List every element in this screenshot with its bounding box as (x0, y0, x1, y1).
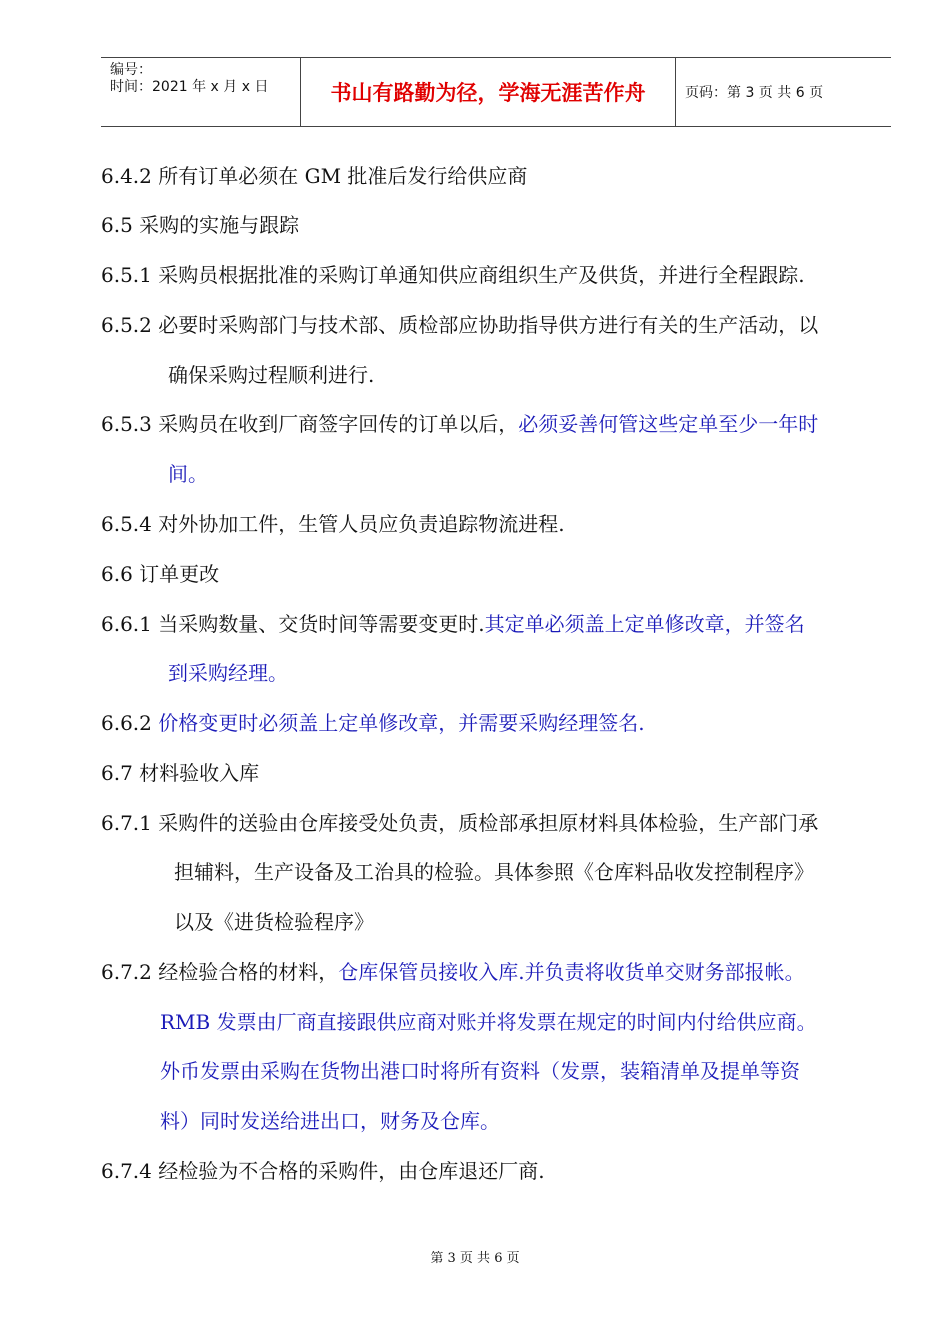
clause-6-5-2-cont: 确保采购过程顺利进行. (168, 363, 375, 387)
clause-6-7-2-highlight: 仓库保管员接收入库.并负责将收货单交财务部报帐。 (338, 960, 805, 984)
foreign-invoice-note: 外币发票由采购在货物出港口时将所有资料（发票，装箱清单及提单等资 (160, 1059, 800, 1083)
page-footer: 第 3 页 共 6 页 (430, 1251, 520, 1266)
section-6-7-heading: 6.7 材料验收入库 (101, 761, 260, 785)
clause-6-5-3-text: 6.5.3 采购员在收到厂商签字回传的订单以后， (101, 412, 519, 436)
clause-6-5-3-highlight: 必须妥善何管这些定单至少一年时 (518, 412, 819, 436)
number-label: 编号： (110, 62, 152, 78)
document-header (101, 57, 891, 127)
clause-6-7-1-cont2: 以及《进货检验程序》 (174, 910, 374, 934)
section-6-6-heading: 6.6 订单更改 (101, 562, 220, 586)
clause-6-7-2 (101, 960, 805, 984)
clause-6-7-4: 6.7.4 经检验为不合格的采购件，由仓库退还厂商. (101, 1159, 545, 1183)
clause-6-5-4: 6.5.4 对外协加工件，生管人员应负责追踪物流进程. (101, 512, 565, 536)
clause-6-6-1-text: 6.6.1 当采购数量、交货时间等需要变更时. (101, 612, 485, 636)
clause-6-5-3 (101, 412, 818, 436)
clause-6-7-1-cont: 担辅料，生产设备及工治具的检验。具体参照《仓库料品收发控制程序》 (174, 860, 814, 884)
foreign-invoice-note-cont: 料）同时发送给进出口，财务及仓库。 (160, 1109, 500, 1133)
clause-6-5-2: 6.5.2 必要时采购部门与技术部、质检部应协助指导供方进行有关的生产活动，以 (101, 313, 819, 337)
clause-6-4-2: 6.4.2 所有订单必须在 GM 批准后发行给供应商 (101, 164, 528, 188)
clause-6-6-1-highlight: 其定单必须盖上定单修改章，并签名 (484, 612, 805, 636)
rmb-invoice-note: RMB 发票由厂商直接跟供应商对账并将发票在规定的时间内付给供应商。 (160, 1010, 817, 1034)
header-motto: 书山有路勤为径，学海无涯苦作舟 (301, 58, 676, 126)
header-meta-cell (101, 58, 301, 126)
clause-6-6-2 (101, 711, 645, 735)
clause-6-5-3-cont: 间。 (168, 462, 208, 486)
clause-6-6-2-highlight: 价格变更时必须盖上定单修改章，并需要采购经理签名. (158, 711, 645, 735)
clause-6-6-2-number: 6.6.2 (101, 711, 159, 735)
clause-6-6-1-cont: 到采购经理。 (168, 661, 288, 685)
clause-6-7-1: 6.7.1 采购件的送验由仓库接受处负责，质检部承担原材料具体检验，生产部门承 (101, 811, 819, 835)
clause-6-7-2-text: 6.7.2 经检验合格的材料， (101, 960, 339, 984)
header-page-info: 页码：第 3 页 共 6 页 (685, 85, 824, 101)
clause-6-6-1 (101, 612, 805, 636)
section-6-5-heading: 6.5 采购的实施与跟踪 (101, 213, 300, 237)
clause-6-5-1: 6.5.1 采购员根据批准的采购订单通知供应商组织生产及供货，并进行全程跟踪. (101, 263, 805, 287)
time-label: 时间：2021 年 x 月 x 日 (110, 79, 269, 95)
